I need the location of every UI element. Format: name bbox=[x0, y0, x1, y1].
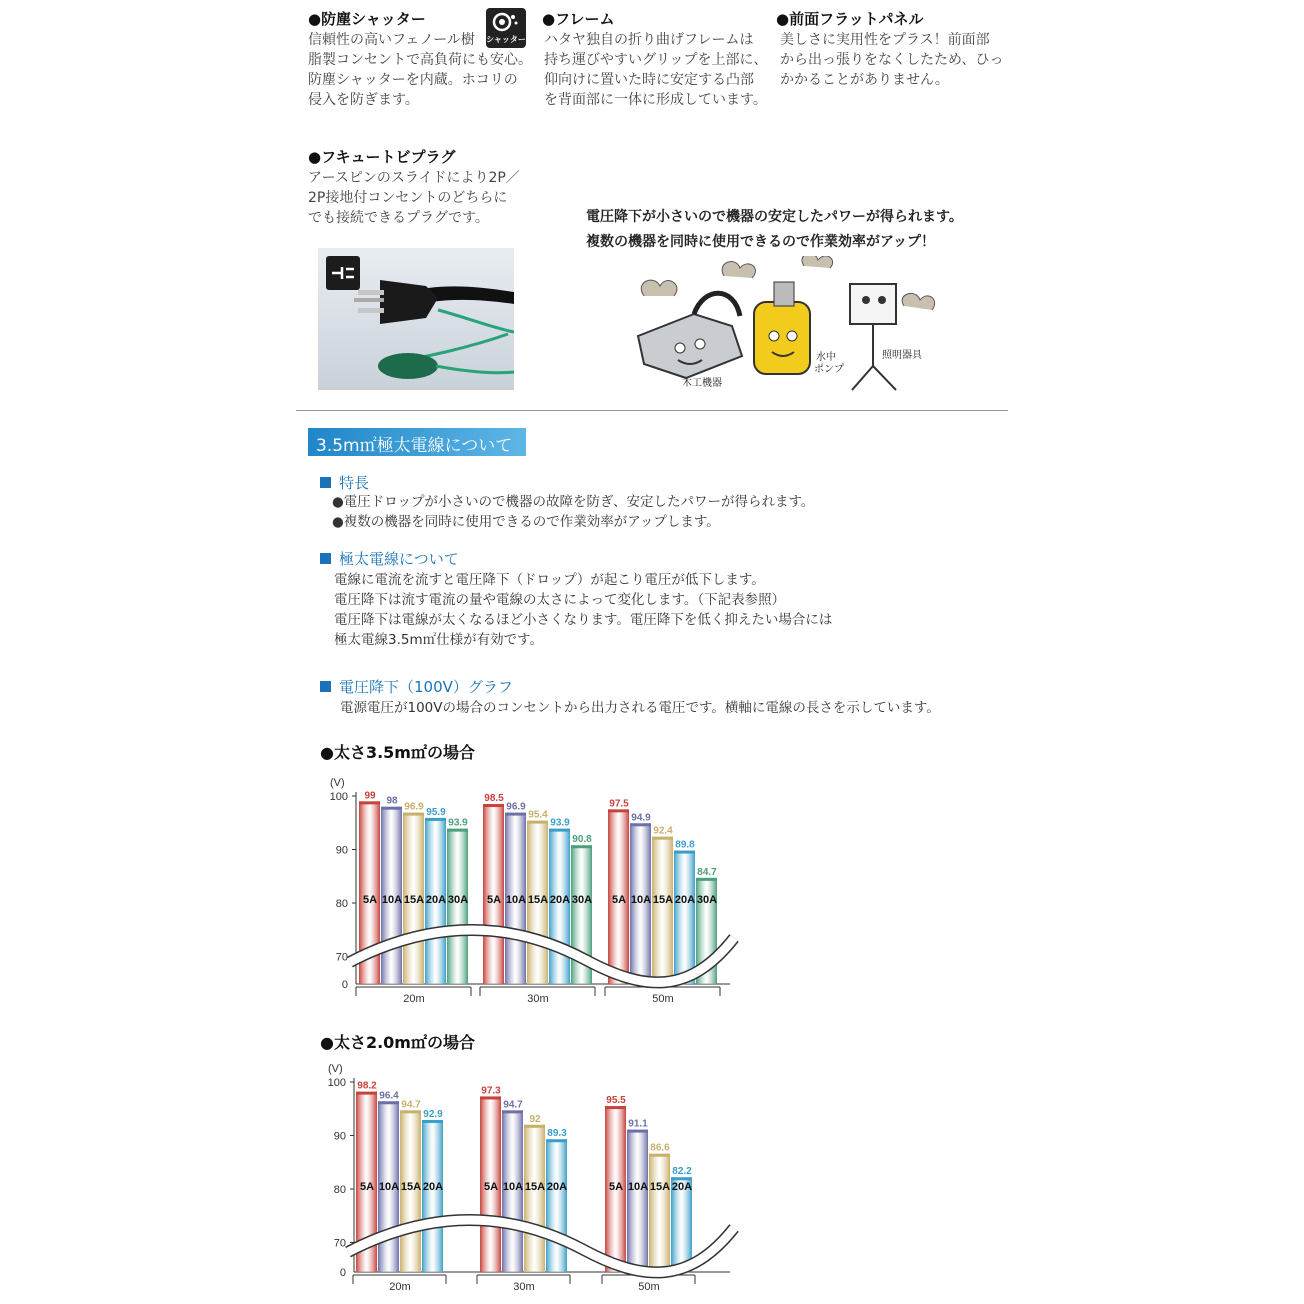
x-category-label: 30m bbox=[513, 1281, 535, 1293]
bar-30m-20A bbox=[549, 829, 570, 984]
feature-body-plug bbox=[308, 168, 520, 228]
feature-title-frame: ●フレーム bbox=[542, 10, 615, 28]
series-label: 30A bbox=[447, 894, 469, 906]
data-label: 89.8 bbox=[675, 839, 695, 851]
bar-cap-30m-10A bbox=[505, 813, 526, 816]
data-label: 99 bbox=[364, 790, 376, 802]
x-category-label: 20m bbox=[403, 993, 425, 1005]
bar-cap-50m-20A bbox=[671, 1177, 692, 1180]
series-label: 15A bbox=[403, 894, 425, 906]
y-axis-unit: (V) bbox=[330, 777, 345, 789]
feature-body-flat-panel bbox=[780, 30, 1003, 90]
bar-cap-50m-15A bbox=[649, 1154, 670, 1157]
series-label: 20A bbox=[674, 894, 696, 906]
chart1 bbox=[310, 768, 750, 1010]
machines-illustration bbox=[624, 256, 944, 396]
bar-cap-50m-15A bbox=[652, 837, 673, 840]
data-label: 96.9 bbox=[506, 801, 526, 813]
graph-description bbox=[340, 698, 940, 718]
series-label: 20A bbox=[422, 1181, 444, 1193]
data-label: 95.9 bbox=[426, 806, 446, 818]
series-label: 15A bbox=[527, 894, 549, 906]
feature-line: 侵入を防ぎます。 bbox=[308, 92, 419, 108]
feature-line: かかることがありません。 bbox=[780, 72, 949, 88]
y-tick-label: 90 bbox=[335, 844, 348, 857]
data-label: 92 bbox=[529, 1113, 541, 1125]
bar-cap-30m-20A bbox=[546, 1139, 567, 1142]
heading-text: 特長 bbox=[339, 474, 370, 492]
x-category-label: 50m bbox=[652, 993, 674, 1005]
feature-body-frame bbox=[544, 30, 767, 110]
series-label: 5A bbox=[611, 894, 627, 906]
series-label: 10A bbox=[378, 1181, 400, 1193]
x-category-label: 30m bbox=[527, 993, 549, 1005]
bar-50m-15A bbox=[649, 1154, 670, 1272]
bar-cap-30m-20A bbox=[549, 829, 570, 832]
feature-line: 2P接地付コンセントのどちらに bbox=[308, 190, 508, 206]
bar-20m-30A bbox=[447, 829, 468, 984]
text-line: 電線に電流を流すと電圧降下（ドロップ）が起こり電圧が低下します。 bbox=[334, 572, 765, 588]
bar-cap-20m-20A bbox=[425, 818, 446, 821]
bar-cap-30m-5A bbox=[480, 1096, 501, 1099]
square-bullet-icon bbox=[320, 553, 331, 564]
bar-cap-20m-10A bbox=[378, 1101, 399, 1104]
bar-cap-30m-5A bbox=[483, 804, 504, 807]
x-category-label: 50m bbox=[638, 1281, 660, 1293]
label-pump-1: 水中 bbox=[816, 352, 836, 363]
bar-cap-50m-20A bbox=[674, 851, 695, 854]
y-tick-label: 70 bbox=[333, 1237, 346, 1250]
bar-30m-20A bbox=[546, 1139, 567, 1272]
label-light: 照明器具 bbox=[882, 350, 922, 361]
chart2 bbox=[310, 1056, 750, 1304]
text-line: 電源電圧が100Vの場合のコンセントから出力される電圧です。横軸に電線の長さを示しています。 bbox=[340, 700, 940, 716]
data-label: 98.5 bbox=[484, 793, 504, 805]
y-tick-label: 80 bbox=[333, 1184, 346, 1196]
text-line: 極太電線3.5m㎡仕様が有効です。 bbox=[334, 632, 544, 648]
feature-line: 美しさに実用性をプラス！前面部 bbox=[780, 32, 990, 48]
plug-photo bbox=[318, 248, 514, 390]
bar-cap-50m-10A bbox=[630, 823, 651, 826]
series-label: 5A bbox=[608, 1181, 624, 1193]
series-label: 15A bbox=[524, 1181, 546, 1193]
data-label: 97.3 bbox=[481, 1085, 501, 1097]
series-label: 20A bbox=[425, 894, 447, 906]
feature-line: アースピンのスライドにより2P／ bbox=[308, 170, 520, 186]
feature-title-flat-panel: ●前面フラットパネル bbox=[776, 10, 924, 28]
bar-30m-15A bbox=[524, 1125, 545, 1272]
bar-20m-20A bbox=[422, 1120, 443, 1272]
series-label: 20A bbox=[549, 894, 571, 906]
badge-label: シャッター bbox=[486, 35, 526, 44]
data-label: 94.9 bbox=[631, 812, 651, 824]
chart2-title: ●太さ2.0m㎡の場合 bbox=[320, 1033, 475, 1052]
series-label: 15A bbox=[400, 1181, 422, 1193]
data-label: 97.5 bbox=[609, 798, 629, 810]
data-label: 93.9 bbox=[550, 817, 570, 829]
feature-line: ハタヤ独自の折り曲げフレームは bbox=[544, 32, 754, 48]
series-label: 10A bbox=[505, 894, 527, 906]
bar-cap-20m-15A bbox=[400, 1110, 421, 1113]
series-label: 5A bbox=[362, 894, 378, 906]
heading-text: 電圧降下（100V）グラフ bbox=[339, 678, 513, 696]
bar-cap-50m-10A bbox=[627, 1130, 648, 1133]
data-label: 98 bbox=[386, 795, 398, 807]
feature-line: から出っ張りをなくしたため、ひっ bbox=[780, 52, 1004, 68]
bar-cap-20m-10A bbox=[381, 807, 402, 810]
section-heading-features bbox=[320, 472, 369, 493]
data-label: 96.9 bbox=[404, 801, 424, 813]
feature-line: 防塵シャッターを内蔵。ホコリの bbox=[308, 72, 518, 88]
heading-text: 極太電線について bbox=[339, 550, 459, 568]
series-label: 15A bbox=[649, 1181, 671, 1193]
bar-50m-15A bbox=[652, 837, 673, 984]
bar-cap-30m-10A bbox=[502, 1110, 523, 1113]
bar-cap-30m-30A bbox=[571, 845, 592, 848]
bar-50m-20A bbox=[674, 851, 695, 984]
series-label: 5A bbox=[483, 1181, 499, 1193]
y-tick-label: 80 bbox=[335, 898, 348, 910]
feature-line: でも接続できるプラグです。 bbox=[308, 210, 489, 226]
bar-cap-20m-20A bbox=[422, 1120, 443, 1123]
text-line: ●複数の機器を同時に使用できるので作業効率がアップします。 bbox=[332, 514, 720, 530]
series-label: 20A bbox=[546, 1181, 568, 1193]
feature-body-dust-shutter bbox=[308, 30, 532, 110]
feature-title-plug: ●フキュートビプラグ bbox=[308, 148, 456, 166]
text-line: ●電圧ドロップが小さいので機器の故障を防ぎ、安定したパワーが得られます。 bbox=[332, 494, 815, 510]
feature-title-dust-shutter: ●防塵シャッター bbox=[308, 10, 426, 28]
bar-cap-20m-5A bbox=[356, 1092, 377, 1095]
bar-50m-10A bbox=[627, 1130, 648, 1272]
section-banner bbox=[308, 428, 526, 456]
series-label: 30A bbox=[696, 894, 718, 906]
section-heading-graph bbox=[320, 676, 513, 697]
data-label: 93.9 bbox=[448, 817, 468, 829]
data-label: 95.4 bbox=[528, 809, 548, 821]
data-label: 84.7 bbox=[697, 866, 717, 878]
data-label: 96.4 bbox=[379, 1090, 399, 1102]
series-label: 10A bbox=[502, 1181, 524, 1193]
data-label: 91.1 bbox=[628, 1118, 648, 1130]
y-tick-label: 100 bbox=[327, 1077, 346, 1089]
series-label: 20A bbox=[671, 1181, 693, 1193]
data-label: 89.3 bbox=[547, 1128, 567, 1140]
section-heading-thick-wire bbox=[320, 548, 459, 569]
label-pump-2: ポンプ bbox=[814, 364, 844, 375]
y-tick-label: 0 bbox=[341, 979, 348, 991]
y-axis-unit: (V) bbox=[328, 1063, 343, 1075]
illustration-headline-2: 複数の機器を同時に使用できるので作業効率がアップ！ bbox=[586, 234, 936, 250]
bar-cap-50m-5A bbox=[608, 809, 629, 812]
feature-line: 仰向けに置いた時に安定する凸部 bbox=[544, 72, 754, 88]
features-text bbox=[332, 492, 814, 532]
section-divider bbox=[296, 410, 1008, 411]
illustration-headline-1: 電圧降下が小さいので機器の安定したパワーが得られます。 bbox=[586, 209, 963, 225]
data-label: 94.7 bbox=[401, 1099, 421, 1111]
data-label: 92.9 bbox=[423, 1108, 443, 1120]
square-bullet-icon bbox=[320, 681, 331, 692]
feature-line: を背面部に一体に形成しています。 bbox=[544, 92, 767, 108]
thick-wire-text bbox=[334, 570, 832, 650]
bar-cap-30m-15A bbox=[527, 821, 548, 824]
series-label: 10A bbox=[381, 894, 403, 906]
y-tick-label: 0 bbox=[339, 1267, 346, 1279]
y-tick-label: 70 bbox=[335, 951, 348, 964]
data-label: 95.5 bbox=[606, 1095, 626, 1107]
label-wood-machine: 木工機器 bbox=[682, 378, 722, 389]
text-line: 電圧降下は流す電流の量や電線の太さによって変化します。（下記表参照） bbox=[334, 592, 786, 608]
series-label: 10A bbox=[627, 1181, 649, 1193]
square-bullet-icon bbox=[320, 477, 331, 488]
feature-line: 持ち運びやすいグリップを上部に、 bbox=[544, 52, 768, 68]
data-label: 82.2 bbox=[672, 1166, 692, 1178]
feature-line: 信頼性の高いフェノール樹 bbox=[308, 32, 475, 48]
data-label: 90.8 bbox=[572, 834, 592, 846]
bar-cap-20m-5A bbox=[359, 801, 380, 804]
bar-cap-50m-30A bbox=[696, 878, 717, 881]
banner-text: 3.5m㎡極太電線について bbox=[316, 436, 513, 456]
y-tick-label: 100 bbox=[329, 791, 348, 803]
series-label: 30A bbox=[571, 894, 593, 906]
data-label: 92.4 bbox=[653, 825, 673, 837]
series-label: 5A bbox=[359, 1181, 375, 1193]
chart1-title: ●太さ3.5m㎡の場合 bbox=[320, 743, 475, 762]
feature-line: 脂製コンセントで高負荷にも安心。 bbox=[308, 52, 532, 68]
data-label: 94.7 bbox=[503, 1099, 523, 1111]
text-line: 電圧降下は電線が太くなるほど小さくなります。電圧降下を低く抑えたい場合には bbox=[334, 612, 833, 628]
series-label: 5A bbox=[486, 894, 502, 906]
data-label: 86.6 bbox=[650, 1142, 670, 1154]
series-label: 10A bbox=[630, 894, 652, 906]
bar-cap-20m-15A bbox=[403, 813, 424, 816]
series-label: 15A bbox=[652, 894, 674, 906]
bar-cap-30m-15A bbox=[524, 1125, 545, 1128]
x-category-label: 20m bbox=[389, 1281, 411, 1293]
bar-cap-50m-5A bbox=[605, 1106, 626, 1109]
data-label: 98.2 bbox=[357, 1080, 377, 1092]
bar-cap-20m-30A bbox=[447, 829, 468, 832]
y-tick-label: 90 bbox=[333, 1130, 346, 1143]
